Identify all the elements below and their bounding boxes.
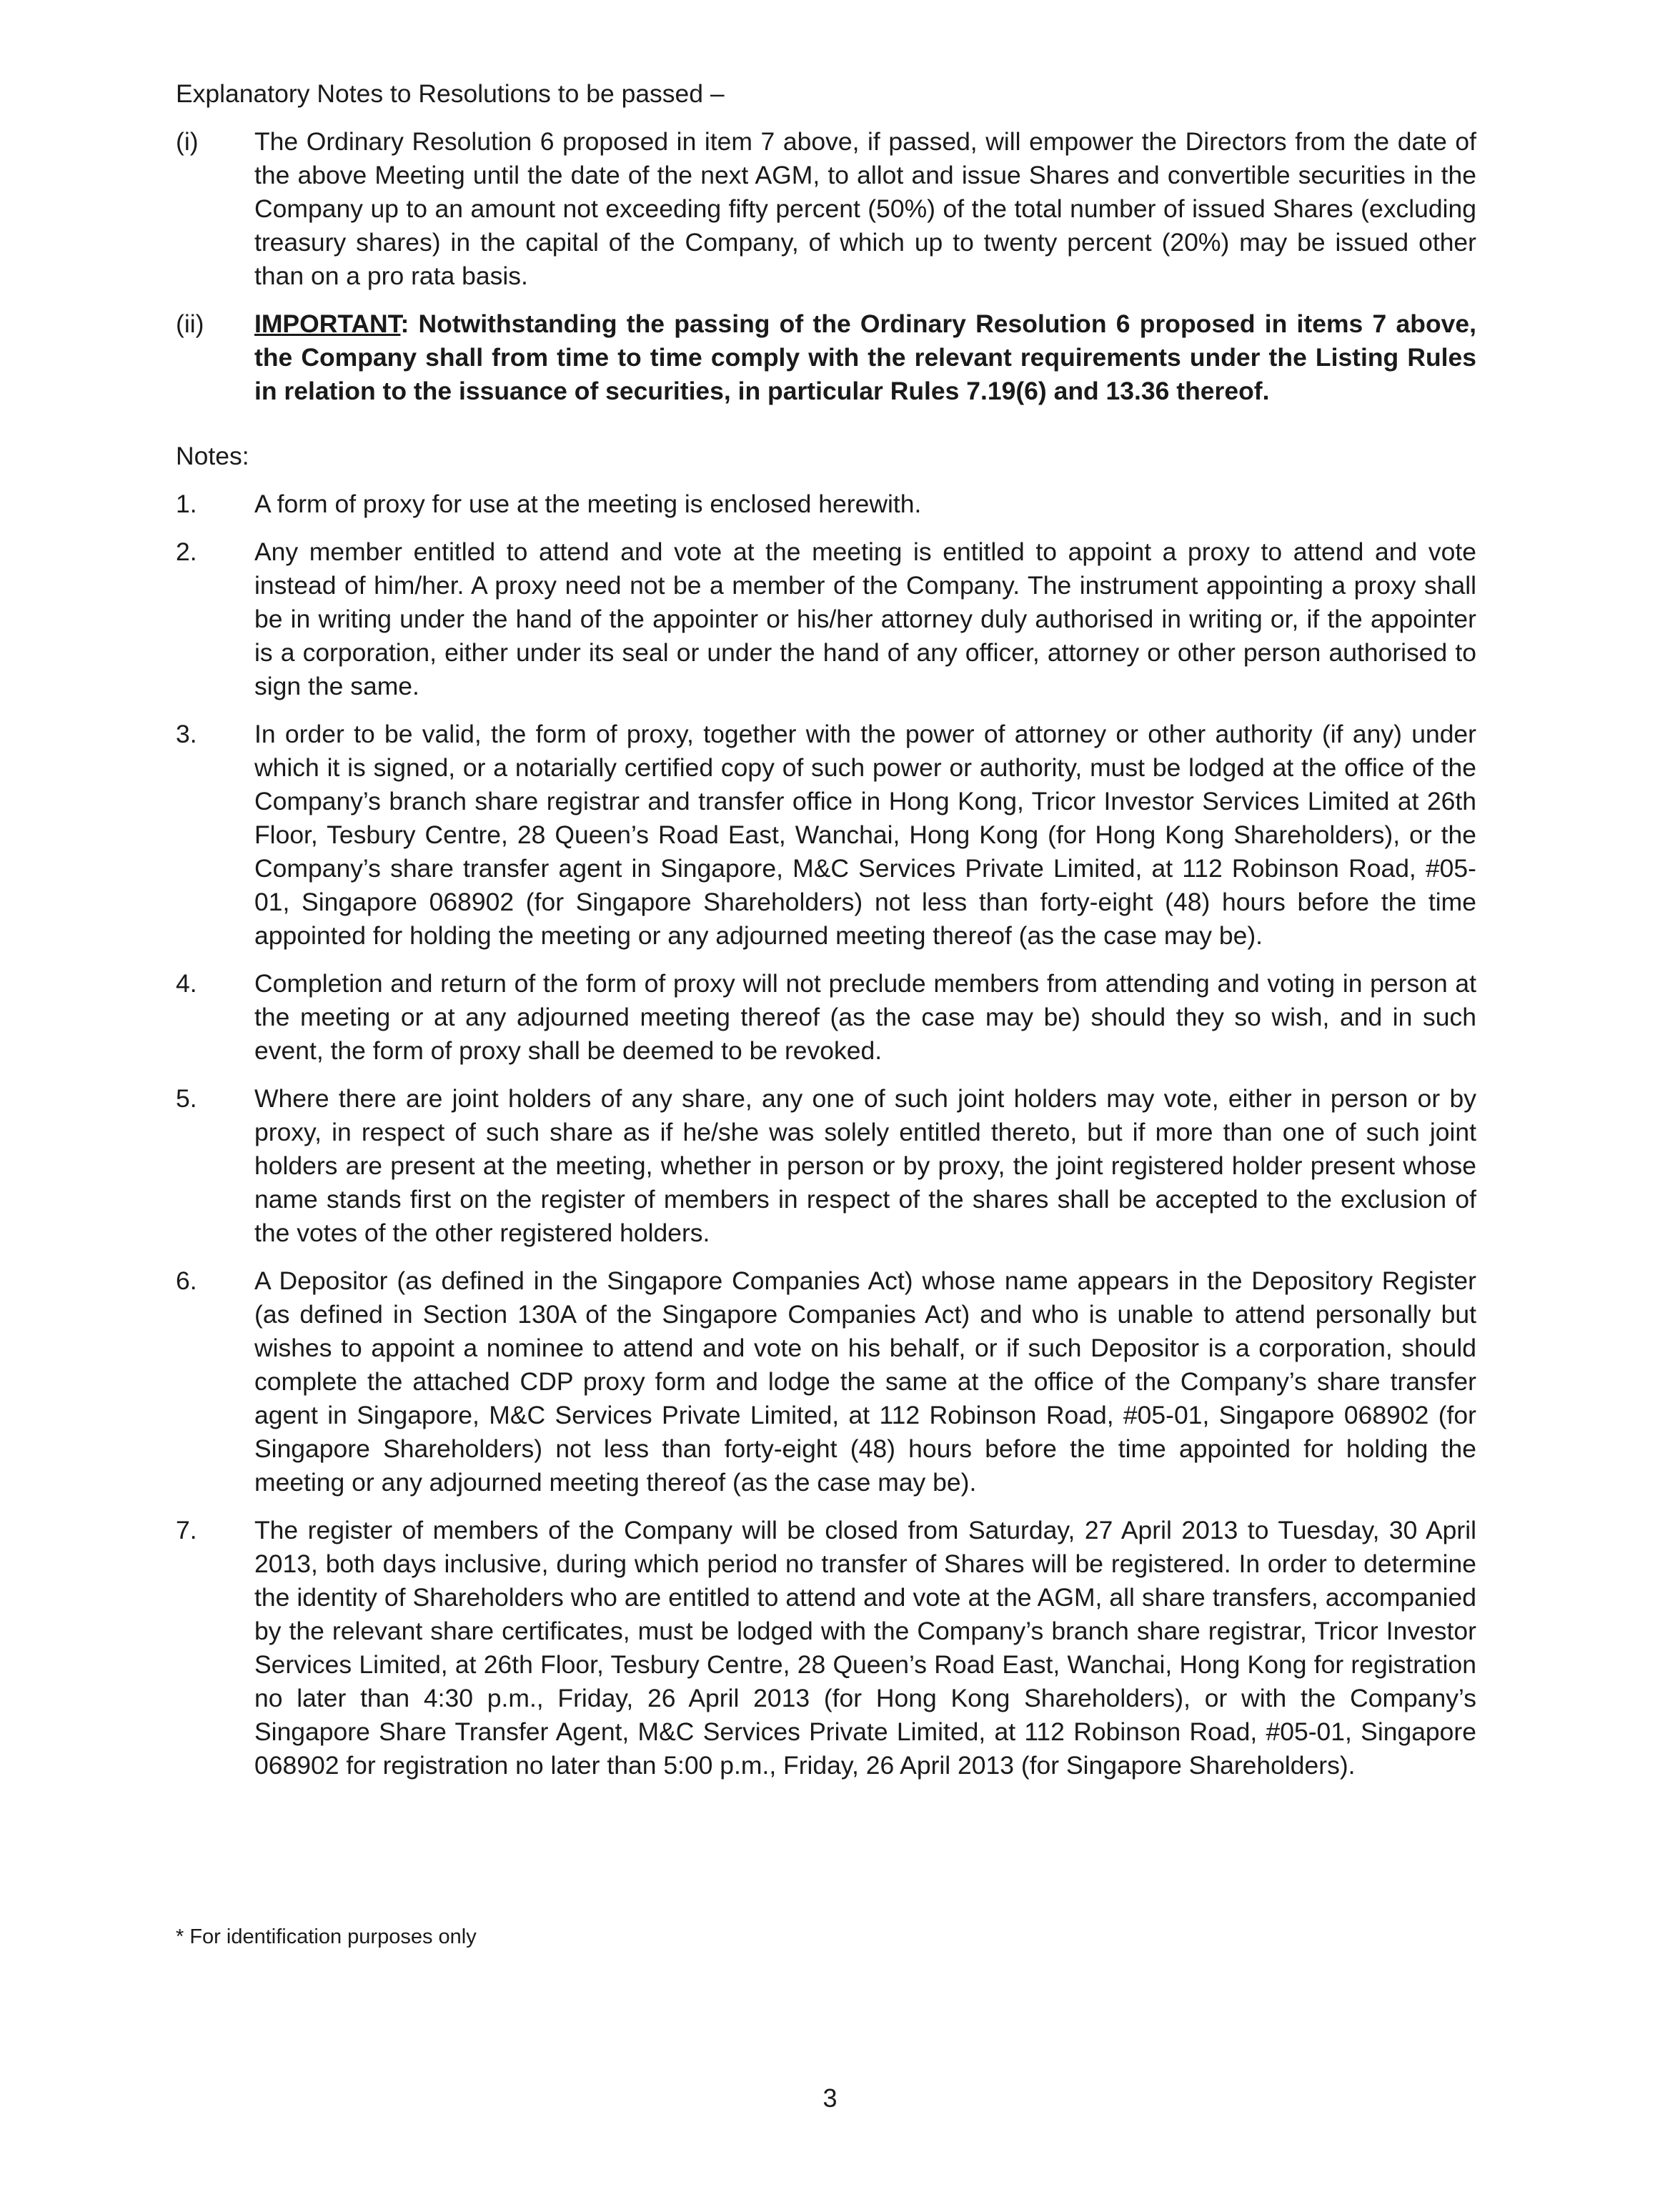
identification-footnote: * For identification purposes only [176, 1925, 477, 1948]
document-page [176, 77, 1476, 1797]
explanatory-note-text: The Ordinary Resolution 6 proposed in item 7 above, if passed, will empower the Directors from the date of the above Meeting until the date of the next AGM, to allot and issue Shares and convertible securities in the Company up to an amount not exceeding fifty percent (50%) of the total number of issued Shares (excluding treasury shares) in the capital of the Company, of which up to twenty percent (20%) may be issued other than on a pro rata basis. [254, 127, 1476, 290]
note-number: 4. [176, 969, 197, 998]
note-number: 6. [176, 1266, 197, 1295]
note-number: 2. [176, 537, 197, 566]
note-number: 5. [176, 1084, 197, 1113]
note-text: Where there are joint holders of any share, any one of such joint holders may vote, either in person or by proxy, in respect of such share as if he/she was solely entitled thereto, but if more than one of such joint holders are present at the meeting, whether in person or by proxy, the joint registered holder present whose name stands first on the register of members in respect of the shares shall be accepted to the exclusion of the votes of the other registered holders. [254, 1084, 1476, 1247]
notes-heading: Notes: [176, 442, 249, 470]
note-text: A Depositor (as defined in the Singapore Companies Act) whose name appears in the Depository Register (as defined in Section 130A of the Singapore Companies Act) and who is unable to attend personally but wishes to appoint a nominee to attend and vote on his behalf, or if such Depositor is a corporation, should complete the attached CDP proxy form and lodge the same at the office of the Company’s share transfer agent in Singapore, M&C Services Private Limited, at 112 Robinson Road, #05-01, Singapore 068902 (for Singapore Shareholders) not less than forty-eight (48) hours before the time appointed for holding the meeting or any adjourned meeting thereof (as the case may be). [254, 1266, 1476, 1497]
explanatory-notes-heading: Explanatory Notes to Resolutions to be passed – [176, 79, 725, 108]
note-item-6 [176, 1264, 1476, 1499]
important-notice-text: : Notwithstanding the passing of the Ordinary Resolution 6 proposed in items 7 above, the Company shall from time to time comply with the relevant requirements under the Listing Rules in relation to the issuance of securities, in particular Rules 7.19(6) and 13.36 thereof. [254, 309, 1476, 405]
explanatory-note-number: (ii) [176, 309, 204, 338]
note-item-1 [176, 487, 1476, 521]
explanatory-note-ii [176, 307, 1476, 408]
note-item-3 [176, 718, 1476, 953]
note-item-7 [176, 1514, 1476, 1782]
note-text: A form of proxy for use at the meeting is enclosed herewith. [254, 490, 922, 518]
note-number: 3. [176, 720, 197, 748]
note-number: 1. [176, 490, 197, 518]
note-item-4 [176, 967, 1476, 1068]
note-item-5 [176, 1082, 1476, 1250]
note-number: 7. [176, 1516, 197, 1544]
note-text: Any member entitled to attend and vote at the meeting is entitled to appoint a proxy to attend and vote instead of him/her. A proxy need not be a member of the Company. The instrument appointing a proxy shall be in writing under the hand of the appointer or his/her attorney duly authorised in writing or, if the appointer is a corporation, either under its seal or under the hand of any officer, attorney or other person authorised to sign the same. [254, 537, 1476, 700]
page-number: 3 [822, 2083, 838, 2113]
important-notice [254, 307, 1476, 408]
explanatory-note-i [176, 125, 1476, 293]
note-text: Completion and return of the form of proxy will not preclude members from attending and voting in person at the meeting or at any adjourned meeting thereof (as the case may be) should they so wish, and in such event, the form of proxy shall be deemed to be revoked. [254, 969, 1476, 1065]
explanatory-note-number: (i) [176, 127, 199, 156]
important-label: IMPORTANT [254, 309, 401, 338]
note-text: In order to be valid, the form of proxy, together with the power of attorney or other authority (if any) under which it is signed, or a notarially certified copy of such power or authority, must be lodged at the office of the Company’s branch share registrar and transfer office in Hong Kong, Tricor Investor Services Limited at 26th Floor, Tesbury Centre, 28 Queen’s Road East, Wanchai, Hong Kong (for Hong Kong Shareholders), or the Company’s share transfer agent in Singapore, M&C Services Private Limited, at 112 Robinson Road, #05-01, Singapore 068902 (for Singapore Shareholders) not less than forty-eight (48) hours before the time appointed for holding the meeting or any adjourned meeting thereof (as the case may be). [254, 720, 1476, 950]
note-text: The register of members of the Company will be closed from Saturday, 27 April 2013 to Tuesday, 30 April 2013, both days inclusive, during which period no transfer of Shares will be registered. In order to determine the identity of Shareholders who are entitled to attend and vote at the AGM, all share transfers, accompanied by the relevant share certificates, must be lodged with the Company’s branch share registrar, Tricor Investor Services Limited, at 26th Floor, Tesbury Centre, 28 Queen’s Road East, Wanchai, Hong Kong for registration no later than 4:30 p.m., Friday, 26 April 2013 (for Hong Kong Shareholders), or with the Company’s Singapore Share Transfer Agent, M&C Services Private Limited, at 112 Robinson Road, #05-01, Singapore 068902 for registration no later than 5:00 p.m., Friday, 26 April 2013 (for Singapore Shareholders). [254, 1516, 1476, 1780]
note-item-2 [176, 535, 1476, 703]
